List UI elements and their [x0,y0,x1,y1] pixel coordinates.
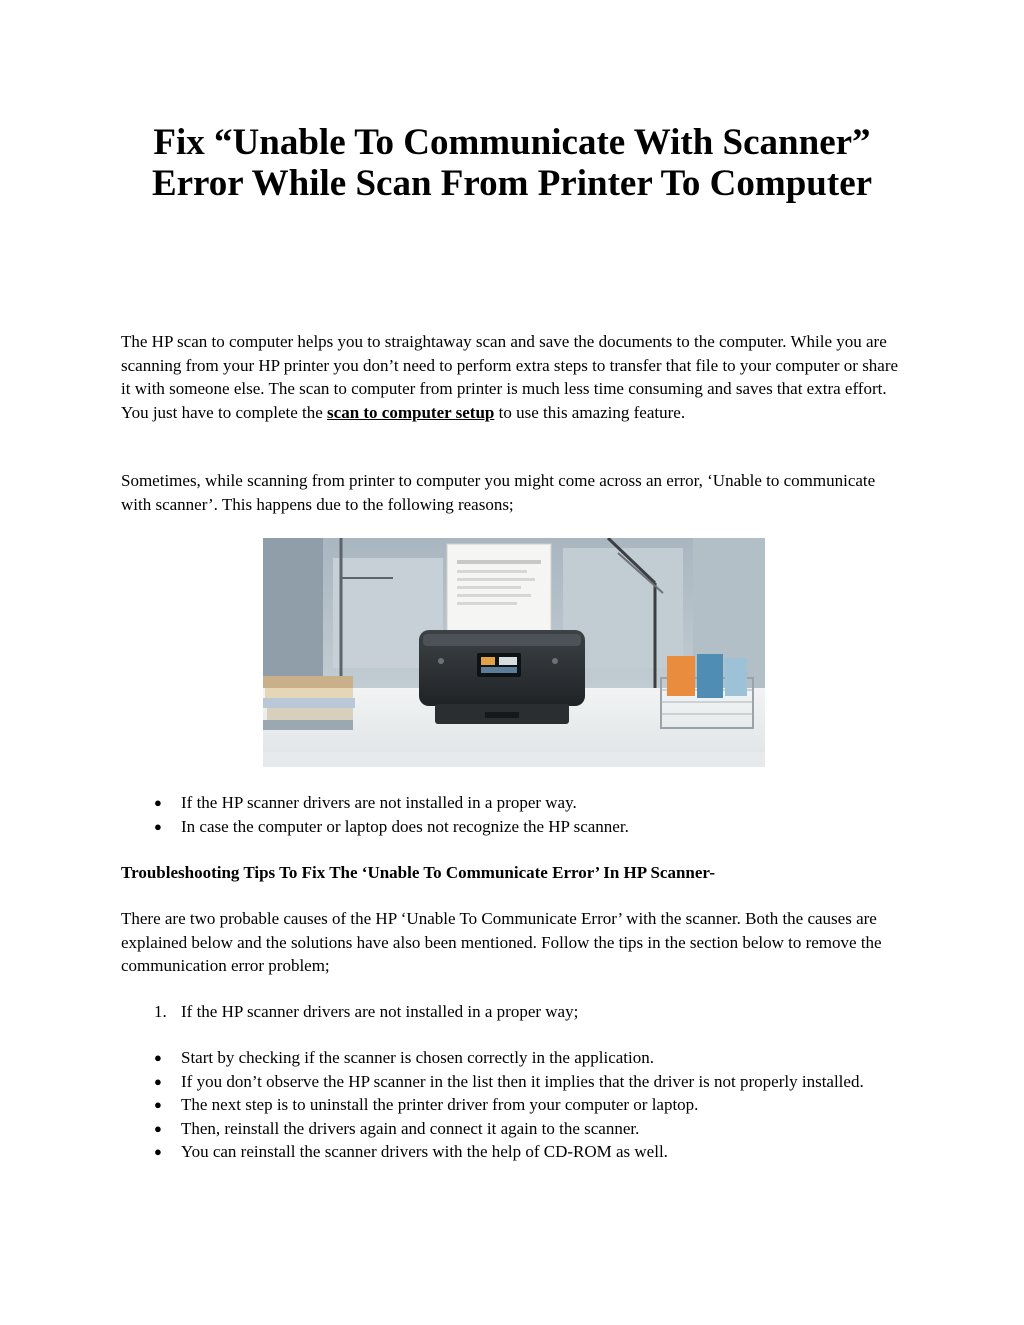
list-item: ● If the HP scanner drivers are not installed in a proper way. [121,791,903,815]
list-item: ● Start by checking if the scanner is chosen correctly in the application. [121,1046,903,1070]
intro-text-before-link: The HP scan to computer helps you to straightaway scan and save the documents to the computer. While you are scanning from your HP printer you don’t need to perform extra steps to transfer that file to your computer or share it with someone else. The scan to computer from printer is much less time consuming and saves that extra effort. You just have to complete the [121,332,899,422]
steps-list [121,1046,903,1164]
reasons-list [121,791,903,838]
list-number: 1. [154,1002,167,1021]
intro-paragraph [121,330,903,424]
list-item: ● The next step is to uninstall the printer driver from your computer or laptop. [121,1093,903,1117]
bullet-icon: ● [154,1073,162,1089]
scanner-photo [263,538,765,767]
bullet-icon: ● [154,1097,162,1112]
intro-text-after-link: to use this amazing feature. [494,402,686,422]
bullet-icon: ● [154,1144,162,1159]
scan-to-computer-setup-link[interactable]: scan to computer setup [327,402,495,422]
list-item: ● If you don’t observe the HP scanner in the list then it implies that the driver is not properly installed. [121,1070,903,1094]
list-item: ● You can reinstall the scanner drivers with the help of CD-ROM as well. [121,1140,903,1164]
page-title: Fix “Unable To Communicate With Scanner” Error While Scan From Printer To Computer [151,122,873,204]
numbered-list [121,1000,903,1024]
list-item: 1. If the HP scanner drivers are not installed in a proper way; [121,1000,903,1024]
bullet-icon: ● [154,795,162,810]
bullet-icon: ● [154,818,162,834]
causes-paragraph: There are two probable causes of the HP ‘Unable To Communicate Error’ with the scanner. Both the causes are explained below and the solutions have also been mentioned. Follow the tips in the section below to remove the communication error problem; [121,909,882,975]
list-item: ● In case the computer or laptop does not recognize the HP scanner. [121,815,903,839]
troubleshooting-heading: Troubleshooting Tips To Fix The ‘Unable To Communicate Error’ In HP Scanner- [121,863,715,882]
bullet-icon: ● [154,1120,162,1136]
bullet-icon: ● [154,1050,162,1065]
reasons-intro-paragraph: Sometimes, while scanning from printer to computer you might come across an error, ‘Unable to communicate with scanner’. This happens due to the following reasons; [121,471,876,514]
list-item: ● Then, reinstall the drivers again and connect it again to the scanner. [121,1117,903,1141]
